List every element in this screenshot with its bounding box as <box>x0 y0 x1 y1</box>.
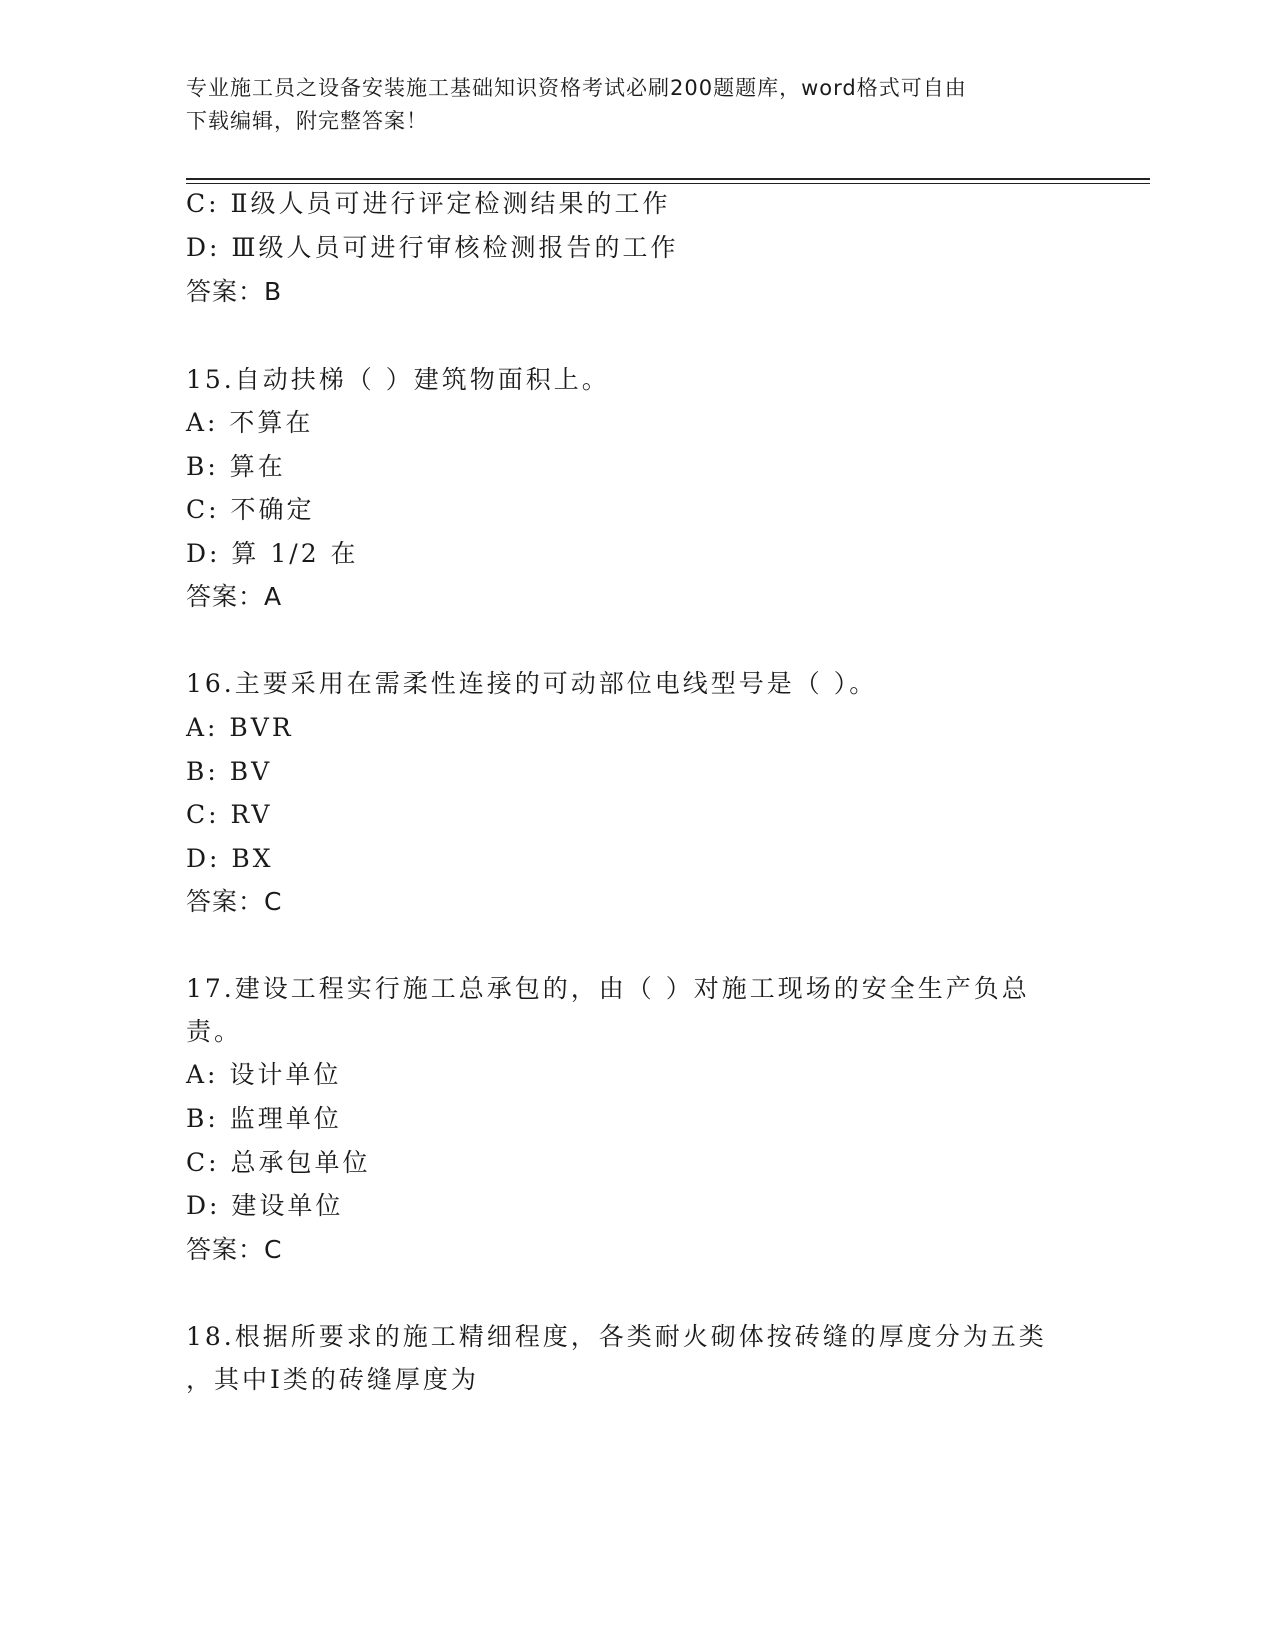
header-divider-thick <box>186 178 1150 180</box>
prev-answer: 答案：B <box>186 277 283 306</box>
q15-stem: 15.自动扶梯（ ）建筑物面积上。 <box>186 365 610 394</box>
document-header <box>186 72 1066 138</box>
q15-option-b: B: 算在 <box>186 452 286 481</box>
q17-option-a: A: 设计单位 <box>186 1060 342 1089</box>
q16-option-a: A: BVR <box>186 713 294 742</box>
q17-option-b: B: 监理单位 <box>186 1104 342 1133</box>
q16-option-d: D: BX <box>186 844 274 873</box>
prev-option-c: C: Ⅱ级人员可进行评定检测结果的工作 <box>186 189 671 218</box>
q15-answer: 答案：A <box>186 582 283 611</box>
q16-stem: 16.主要采用在需柔性连接的可动部位电线型号是（ ）。 <box>186 669 878 698</box>
q16-answer: 答案：C <box>186 887 283 916</box>
prev-option-d: D: Ⅲ级人员可进行审核检测报告的工作 <box>186 233 679 262</box>
q15-option-c: C: 不确定 <box>186 495 315 524</box>
header-line-2: 下载编辑，附完整答案！ <box>186 109 428 133</box>
q15-option-d: D: 算 1/2 在 <box>186 539 359 568</box>
q16-option-b: B: BV <box>186 757 273 786</box>
q18-stem-line-2: ，其中Ⅰ类的砖缝厚度为 <box>186 1365 479 1394</box>
q17-option-d: D: 建设单位 <box>186 1191 344 1220</box>
header-line-1: 专业施工员之设备安装施工基础知识资格考试必刷200题题库，word格式可自由 <box>186 76 967 100</box>
header-divider-thin <box>186 183 1150 184</box>
q15-option-a: A: 不算在 <box>186 408 314 437</box>
q17-option-c: C: 总承包单位 <box>186 1148 371 1177</box>
q18-stem-line-1: 18.根据所要求的施工精细程度，各类耐火砌体按砖缝的厚度分为五类 <box>186 1322 1047 1351</box>
q17-stem-line-1: 17.建设工程实行施工总承包的，由（ ）对施工现场的安全生产负总 <box>186 974 1030 1003</box>
q16-option-c: C: RV <box>186 800 273 829</box>
q17-stem-line-2: 责。 <box>186 1017 243 1046</box>
q17-answer: 答案：C <box>186 1235 283 1264</box>
